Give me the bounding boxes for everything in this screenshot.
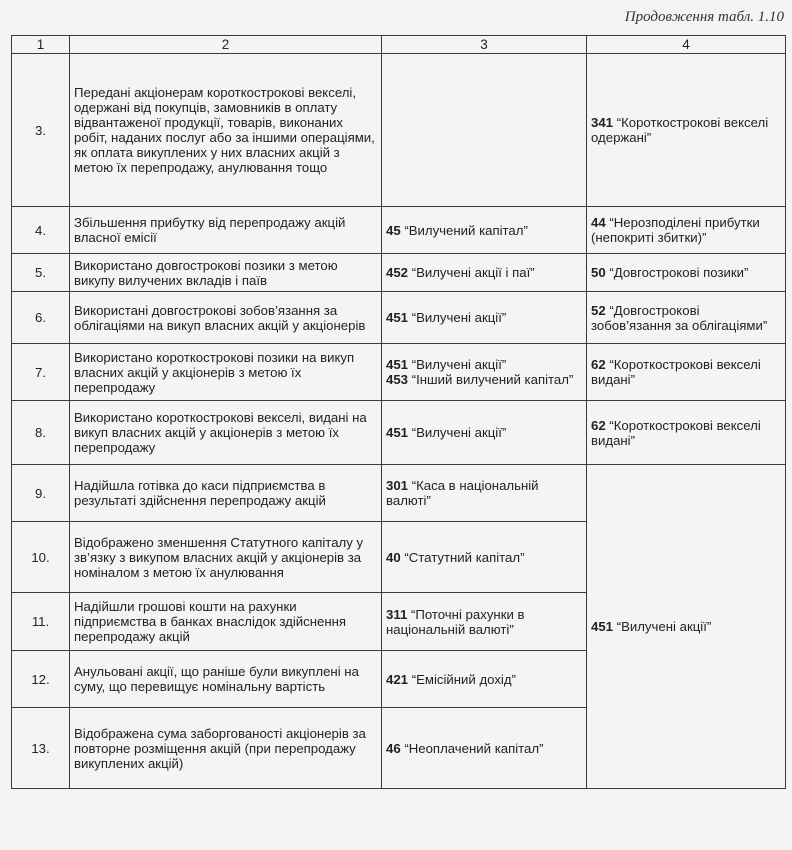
credit-account bbox=[587, 207, 786, 254]
debit-account-code: 311 bbox=[386, 606, 408, 622]
debit-account-name: “Поточні рахунки в національній валюті” bbox=[386, 606, 525, 637]
debit-entry bbox=[386, 741, 582, 756]
credit-entry bbox=[591, 265, 781, 280]
table-row bbox=[12, 254, 786, 292]
debit-entry bbox=[386, 550, 582, 565]
table-row bbox=[12, 465, 786, 522]
credit-account-code: 52 bbox=[591, 302, 606, 318]
row-number: 12. bbox=[12, 651, 70, 708]
operation-description: Відображено зменшення Статутного капіталу у зв’язку з викупом власних акцій у акціонерів за номіналом з метою їх анулювання bbox=[70, 522, 382, 593]
row-number: 7. bbox=[12, 344, 70, 401]
credit-account-name: “Нерозподілені прибутки (непокриті збитки)” bbox=[591, 215, 760, 245]
credit-account-code: 62 bbox=[591, 417, 606, 433]
table-row bbox=[12, 54, 786, 207]
header-col-1: 1 bbox=[12, 36, 70, 54]
accounting-entries-table bbox=[11, 35, 786, 789]
credit-account bbox=[587, 254, 786, 292]
operation-description: Використані довгострокові зобов’язання за облігаціями на викуп власних акцій у акціонерів bbox=[70, 292, 382, 344]
row-number: 10. bbox=[12, 522, 70, 593]
debit-account-name: “Емісійний дохід” bbox=[411, 671, 516, 687]
credit-entry bbox=[591, 215, 781, 245]
credit-account-code: 50 bbox=[591, 265, 606, 280]
header-col-2: 2 bbox=[70, 36, 382, 54]
operation-description: Надійшла готівка до каси підприємства в результаті здійснення перепродажу акцій bbox=[70, 465, 382, 522]
debit-entry bbox=[386, 478, 582, 508]
operation-description: Передані акціонерам короткострокові векселі, одержані від покупців, замовників в оплату відвантаженої продукції, товарів, виконаних робіт, наданих послуг або за іншими операціями, як оплата викуплених у них власних акцій з метою їх перепродажу, анулювання тощо bbox=[70, 54, 382, 207]
debit-account-code: 40 bbox=[386, 549, 401, 565]
credit-entry bbox=[591, 357, 781, 387]
row-number: 9. bbox=[12, 465, 70, 522]
debit-account-code: 451 bbox=[386, 425, 409, 440]
credit-account-code: 62 bbox=[591, 357, 606, 372]
operation-description: Використано короткострокові векселі, видані на викуп власних акцій у акціонерів з метою їх перепродажу bbox=[70, 401, 382, 465]
debit-entry bbox=[386, 310, 582, 325]
table-continuation-caption: Продовження табл. 1.10 bbox=[624, 9, 784, 25]
header-col-3: 3 bbox=[382, 36, 587, 54]
debit-entry bbox=[386, 425, 582, 440]
row-number: 13. bbox=[12, 708, 70, 789]
debit-account bbox=[382, 207, 587, 254]
debit-account bbox=[382, 254, 587, 292]
operation-description: Відображена сума заборгованості акціонерів за повторне розміщення акцій (при перепродажу викуплених акцій) bbox=[70, 708, 382, 789]
credit-entry bbox=[591, 303, 781, 333]
credit-account-name: “Довгострокові позики” bbox=[609, 265, 749, 280]
operation-description: Анульовані акції, що раніше були викуплені на суму, що перевищує номінальну вартість bbox=[70, 651, 382, 708]
operation-description: Надійшли грошові кошти на рахунки підприємства в банках внаслідок здійснення перепродажу акцій bbox=[70, 593, 382, 651]
operation-description: Використано короткострокові позики на викуп власних акцій у акціонерів з метою їх перепродажу bbox=[70, 344, 382, 401]
debit-account-name: “Вилучені акції” bbox=[411, 357, 507, 372]
debit-entry bbox=[386, 357, 582, 372]
debit-account bbox=[382, 651, 587, 708]
debit-entry bbox=[386, 265, 582, 280]
debit-account-code: 451 bbox=[386, 357, 409, 372]
debit-entry bbox=[386, 672, 582, 687]
debit-account bbox=[382, 344, 587, 401]
credit-account-name: “Вилучені акції” bbox=[616, 619, 712, 634]
table-row bbox=[12, 344, 786, 401]
debit-account-name: “Вилучені акції” bbox=[411, 425, 507, 440]
debit-account-name: “Інший вилучений капітал” bbox=[411, 372, 574, 387]
row-number: 11. bbox=[12, 593, 70, 651]
credit-account bbox=[587, 344, 786, 401]
debit-account-code: 451 bbox=[386, 310, 409, 325]
row-number: 5. bbox=[12, 254, 70, 292]
debit-account-code: 421 bbox=[386, 671, 409, 687]
debit-entry bbox=[386, 223, 582, 238]
debit-account bbox=[382, 593, 587, 651]
debit-account bbox=[382, 708, 587, 789]
table-row bbox=[12, 292, 786, 344]
row-number: 4. bbox=[12, 207, 70, 254]
debit-account-name: “Неоплачений капітал” bbox=[404, 740, 544, 756]
credit-account-name: “Короткострокові векселі видані” bbox=[591, 417, 761, 448]
credit-account-name: “Довгострокові зобов’язання за облігаціями” bbox=[591, 302, 768, 333]
credit-account bbox=[587, 401, 786, 465]
operation-description: Збільшення прибутку від перепродажу акцій власної емісії bbox=[70, 207, 382, 254]
credit-account-code: 451 bbox=[591, 619, 614, 634]
debit-account-code: 301 bbox=[386, 478, 409, 493]
credit-entry bbox=[591, 418, 781, 448]
debit-account-name: “Вилучені акції і паї” bbox=[411, 265, 535, 280]
header-col-4: 4 bbox=[587, 36, 786, 54]
row-number: 3. bbox=[12, 54, 70, 207]
debit-account-name: “Вилучений капітал” bbox=[404, 222, 528, 238]
debit-entry bbox=[386, 607, 582, 637]
credit-entry bbox=[591, 115, 781, 145]
credit-account-merged bbox=[587, 465, 786, 789]
debit-account-code: 452 bbox=[386, 265, 409, 280]
credit-account-name: “Короткострокові векселі одержані” bbox=[591, 115, 769, 145]
debit-account bbox=[382, 54, 587, 207]
credit-entry bbox=[591, 619, 781, 634]
debit-account bbox=[382, 292, 587, 344]
table-header-row bbox=[12, 36, 786, 54]
credit-account-name: “Короткострокові векселі видані” bbox=[591, 357, 761, 387]
debit-account bbox=[382, 465, 587, 522]
debit-account-code: 45 bbox=[386, 222, 401, 238]
credit-account-code: 341 bbox=[591, 115, 614, 130]
credit-account bbox=[587, 54, 786, 207]
debit-account bbox=[382, 401, 587, 465]
debit-account-name: “Каса в національній валюті” bbox=[386, 478, 539, 508]
operation-description: Використано довгострокові позики з метою викупу вилучених вкладів і паїв bbox=[70, 254, 382, 292]
debit-account bbox=[382, 522, 587, 593]
row-number: 8. bbox=[12, 401, 70, 465]
debit-account-name: “Статутний капітал” bbox=[404, 549, 525, 565]
table-row bbox=[12, 401, 786, 465]
debit-entry bbox=[386, 372, 582, 387]
row-number: 6. bbox=[12, 292, 70, 344]
credit-account-code: 44 bbox=[591, 215, 606, 230]
debit-account-code: 453 bbox=[386, 372, 409, 387]
debit-account-name: “Вилучені акції” bbox=[411, 310, 507, 325]
debit-account-code: 46 bbox=[386, 740, 401, 756]
table-row bbox=[12, 207, 786, 254]
credit-account bbox=[587, 292, 786, 344]
